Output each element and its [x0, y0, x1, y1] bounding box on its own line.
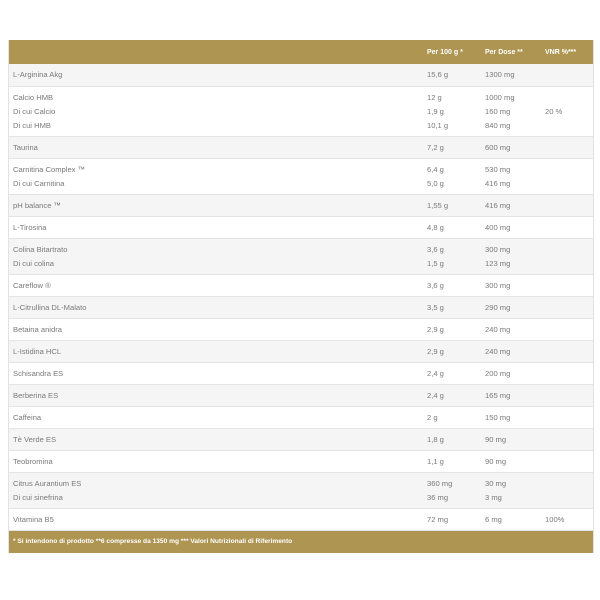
- value-per-dose-cell: [485, 274, 545, 296]
- value-vnr: [545, 362, 593, 384]
- value-per-dose: 840 mg: [485, 120, 511, 130]
- ingredient-name: Vitamina B5: [13, 514, 54, 524]
- value-per-dose: 530 mg: [485, 164, 511, 174]
- ingredient-name-cell: [9, 274, 427, 296]
- value-per-dose-cell: [485, 296, 545, 318]
- ingredient-name: Carnitina Complex ™: [13, 164, 86, 174]
- value-per-100g-cell: [427, 216, 485, 238]
- value-per-100g: 4,8 g: [427, 222, 444, 232]
- value-per-dose: 240 mg: [485, 324, 511, 334]
- value-per-dose-cell: [485, 340, 545, 362]
- ingredient-name-cell: [9, 450, 427, 472]
- value-per-100g-cell: [427, 318, 485, 340]
- value-per-100g-cell: [427, 238, 485, 274]
- value-per-dose-cell: [485, 450, 545, 472]
- value-vnr: [545, 428, 593, 450]
- value-per-100g-cell: [427, 194, 485, 216]
- ingredient-name: Calcio HMB: [13, 92, 54, 102]
- value-vnr: [545, 318, 593, 340]
- ingredient-name: L-Istidina HCL: [13, 346, 62, 356]
- value-per-dose: 416 mg: [485, 178, 511, 188]
- value-per-100g: 36 mg: [427, 492, 449, 502]
- value-per-100g: 10,1 g: [427, 120, 449, 130]
- ingredient-name-cell: [9, 362, 427, 384]
- value-per-100g: 3,6 g: [427, 244, 444, 254]
- table-body: [9, 64, 593, 530]
- ingredient-name-cell: [9, 136, 427, 158]
- ingredient-name: Careflow ®: [13, 280, 51, 290]
- value-per-dose-cell: [485, 136, 545, 158]
- table-row: [9, 362, 593, 384]
- ingredient-name-cell: [9, 472, 427, 508]
- ingredient-name: Betaina anidra: [13, 324, 62, 334]
- ingredient-name: L-Tirosina: [13, 222, 47, 232]
- table-row: [9, 340, 593, 362]
- value-vnr: [545, 450, 593, 472]
- value-per-100g: 7,2 g: [427, 142, 444, 152]
- header-vnr: VNR %***: [545, 48, 577, 56]
- value-per-dose-cell: [485, 216, 545, 238]
- value-vnr: [545, 136, 593, 158]
- table-row: [9, 64, 593, 86]
- ingredient-name: Di cui colina: [13, 258, 54, 268]
- value-vnr: [545, 472, 593, 508]
- value-per-100g: 3,6 g: [427, 280, 444, 290]
- ingredient-name: L-Citrullina DL-Malato: [13, 302, 87, 312]
- ingredient-name: Berberina ES: [13, 390, 59, 400]
- ingredient-name-cell: [9, 384, 427, 406]
- value-per-100g-cell: [427, 406, 485, 428]
- value-per-100g: 3,5 g: [427, 302, 444, 312]
- value-per-100g: 2,9 g: [427, 324, 444, 334]
- ingredient-name: Schisandra ES: [13, 368, 64, 378]
- nutrition-table-container: [8, 40, 594, 553]
- table-row: [9, 384, 593, 406]
- ingredient-name-cell: [9, 86, 427, 136]
- value-per-dose-cell: [485, 508, 545, 530]
- ingredient-name-cell: [9, 508, 427, 530]
- value-per-dose-cell: [485, 158, 545, 194]
- value-vnr: [545, 216, 593, 238]
- value-per-dose-cell: [485, 406, 545, 428]
- value-per-dose-cell: [485, 238, 545, 274]
- value-per-dose: 240 mg: [485, 346, 511, 356]
- ingredient-name: L-Arginina Akg: [13, 70, 63, 79]
- value-vnr: [545, 296, 593, 318]
- value-per-100g: 1,8 g: [427, 434, 444, 444]
- ingredient-name-cell: [9, 216, 427, 238]
- value-vnr: [545, 274, 593, 296]
- value-per-100g: 72 mg: [427, 514, 449, 524]
- value-per-dose: 600 mg: [485, 142, 511, 152]
- table-row: [9, 508, 593, 530]
- value-per-dose: 150 mg: [485, 412, 511, 422]
- value-vnr: [545, 158, 593, 194]
- ingredient-name: pH balance ™: [13, 200, 62, 210]
- value-per-dose-cell: [485, 472, 545, 508]
- table-row: [9, 406, 593, 428]
- value-per-100g: 12 g: [427, 92, 442, 102]
- value-vnr: [545, 238, 593, 274]
- value-per-100g-cell: [427, 86, 485, 136]
- value-per-100g: 1,5 g: [427, 258, 444, 268]
- value-per-dose: 160 mg: [485, 106, 511, 116]
- value-per-dose: 30 mg: [485, 478, 507, 488]
- ingredient-name: Taurina: [13, 142, 38, 152]
- ingredient-name: Caffeina: [13, 412, 42, 422]
- header-per-100g: Per 100 g *: [427, 48, 463, 56]
- table-row: [9, 450, 593, 472]
- value-per-100g-cell: [427, 136, 485, 158]
- ingredient-name: Tè Verde ES: [13, 434, 57, 444]
- ingredient-name: Citrus Aurantium ES: [13, 478, 82, 488]
- value-per-dose-cell: [485, 384, 545, 406]
- value-per-dose: 165 mg: [485, 390, 511, 400]
- table-row: [9, 428, 593, 450]
- value-per-dose: 290 mg: [485, 302, 511, 312]
- table-row: [9, 216, 593, 238]
- value-per-dose: 90 mg: [485, 456, 507, 466]
- table-row: [9, 296, 593, 318]
- value-per-100g-cell: [427, 274, 485, 296]
- value-per-100g: 1,9 g: [427, 106, 444, 116]
- ingredient-name-cell: [9, 296, 427, 318]
- value-per-100g-cell: [427, 472, 485, 508]
- ingredient-name: Di cui Carnitina: [13, 178, 65, 188]
- table-row: [9, 238, 593, 274]
- value-per-100g-cell: [427, 508, 485, 530]
- value-per-dose: 123 mg: [485, 258, 511, 268]
- value-per-100g: 2,4 g: [427, 368, 444, 378]
- value-vnr: [545, 194, 593, 216]
- ingredient-name: Di cui Calcio: [13, 106, 56, 116]
- value-per-100g-cell: [427, 362, 485, 384]
- ingredient-name-cell: [9, 194, 427, 216]
- value-per-dose: 300 mg: [485, 280, 511, 290]
- ingredient-name-cell: [9, 406, 427, 428]
- value-per-dose: 400 mg: [485, 222, 511, 232]
- ingredient-name-cell: [9, 340, 427, 362]
- ingredient-name: Colina Bitartrato: [13, 244, 68, 254]
- table-footer-note: * Si intendono di prodotto **6 compresse da 1350 mg *** Valori Nutrizionali di Riferimento: [9, 531, 593, 553]
- value-per-100g: 2,9 g: [427, 346, 444, 356]
- value-vnr: [545, 64, 593, 86]
- nutrition-table: [9, 40, 593, 531]
- value-per-100g: 2 g: [427, 412, 438, 422]
- value-per-100g: 360 mg: [427, 478, 453, 488]
- value-per-dose-cell: [485, 362, 545, 384]
- value-per-dose: 1300 mg: [485, 70, 515, 79]
- value-per-100g-cell: [427, 428, 485, 450]
- value-vnr: [545, 406, 593, 428]
- table-row: [9, 136, 593, 158]
- value-per-dose: 300 mg: [485, 244, 511, 254]
- value-per-dose: 416 mg: [485, 200, 511, 210]
- value-per-100g: 6,4 g: [427, 164, 444, 174]
- table-row: [9, 194, 593, 216]
- value-per-dose-cell: [485, 64, 545, 86]
- value-per-100g: 1,55 g: [427, 200, 449, 210]
- table-row: [9, 158, 593, 194]
- table-row: [9, 472, 593, 508]
- table-header-row: [9, 40, 593, 64]
- value-per-100g-cell: [427, 64, 485, 86]
- value-per-dose-cell: [485, 318, 545, 340]
- ingredient-name-cell: [9, 318, 427, 340]
- value-per-100g-cell: [427, 340, 485, 362]
- ingredient-name-cell: [9, 158, 427, 194]
- table-row: [9, 274, 593, 296]
- value-per-100g: 2,4 g: [427, 390, 444, 400]
- ingredient-name: Teobromina: [13, 456, 53, 466]
- ingredient-name: Di cui sinefrina: [13, 492, 63, 502]
- value-per-dose: 90 mg: [485, 434, 507, 444]
- value-per-100g-cell: [427, 384, 485, 406]
- value-per-100g: 5,0 g: [427, 178, 444, 188]
- value-per-100g: 15,6 g: [427, 70, 449, 79]
- value-vnr: 100%: [545, 508, 593, 530]
- ingredient-name-cell: [9, 428, 427, 450]
- value-per-100g-cell: [427, 296, 485, 318]
- value-per-dose: 200 mg: [485, 368, 511, 378]
- value-per-100g-cell: [427, 450, 485, 472]
- value-per-dose-cell: [485, 428, 545, 450]
- value-vnr: [545, 340, 593, 362]
- value-vnr: 20 %: [545, 86, 593, 136]
- header-ingredient: [9, 40, 427, 64]
- ingredient-name-cell: [9, 64, 427, 86]
- table-row: [9, 318, 593, 340]
- value-per-100g-cell: [427, 158, 485, 194]
- value-per-dose: 6 mg: [485, 514, 502, 524]
- ingredient-name-cell: [9, 238, 427, 274]
- ingredient-name: Di cui HMB: [13, 120, 51, 130]
- value-per-dose-cell: [485, 194, 545, 216]
- header-per-dose: Per Dose **: [485, 48, 523, 56]
- value-per-100g: 1,1 g: [427, 456, 444, 466]
- value-vnr: [545, 384, 593, 406]
- value-per-dose: 3 mg: [485, 492, 502, 502]
- table-row: [9, 86, 593, 136]
- value-per-dose-cell: [485, 86, 545, 136]
- value-per-dose: 1000 mg: [485, 92, 515, 102]
